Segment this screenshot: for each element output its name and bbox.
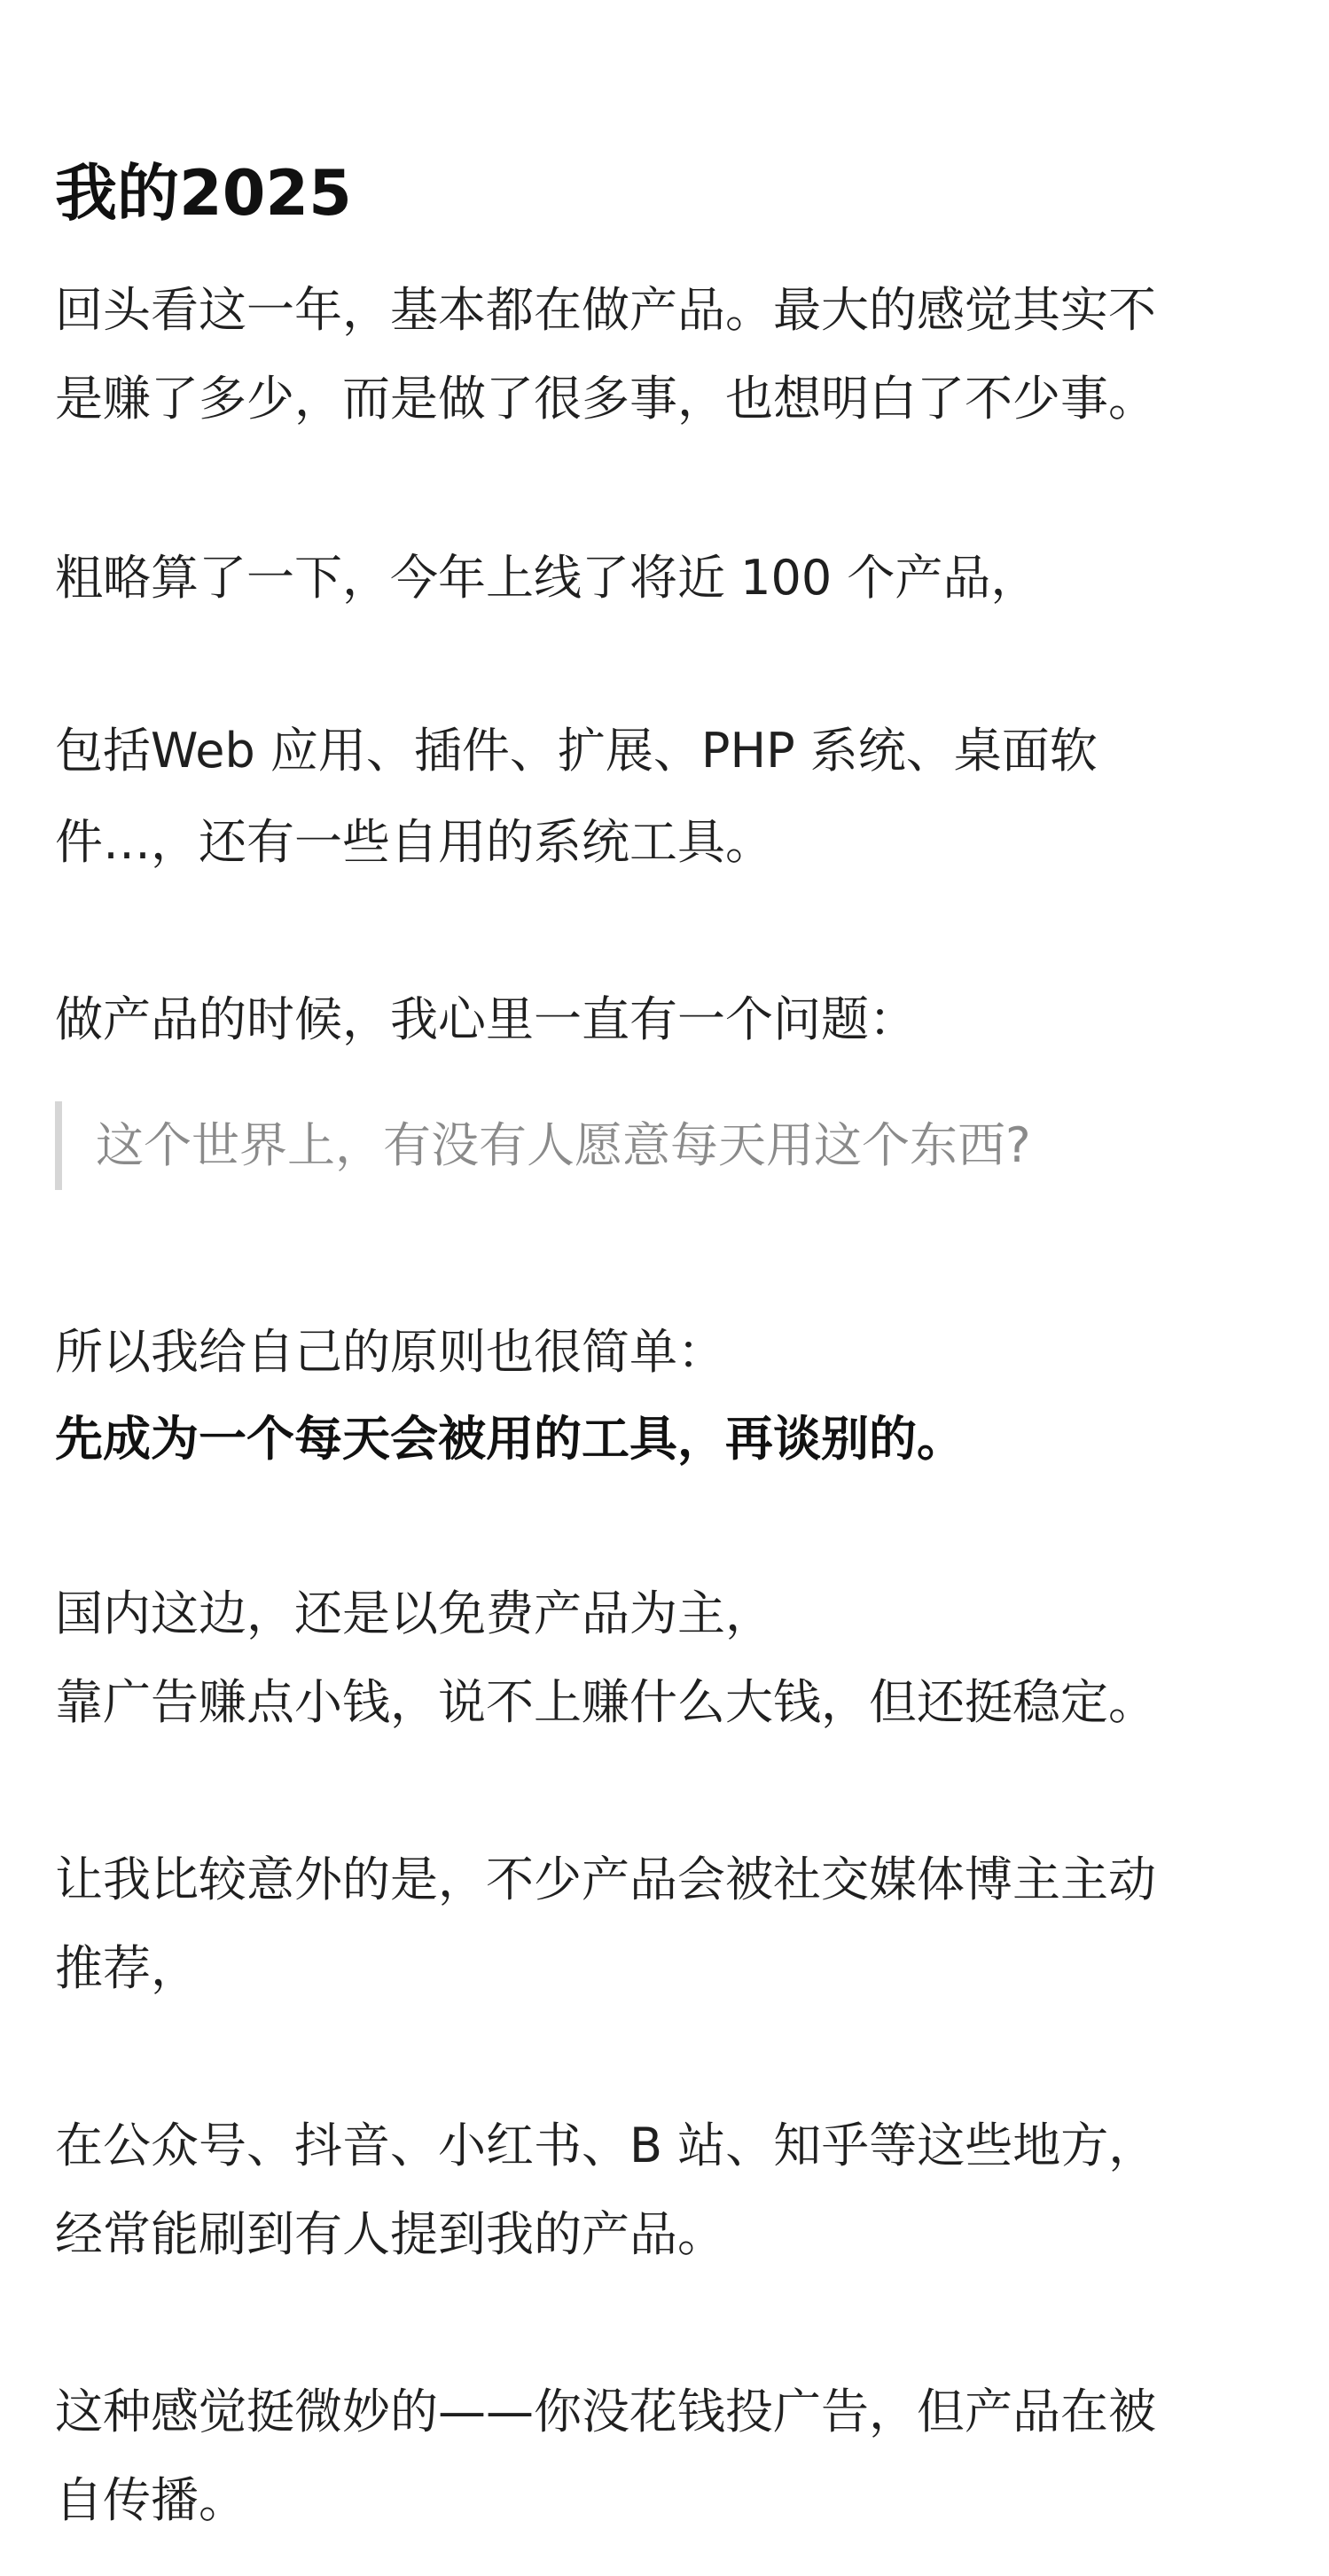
paragraph-9-line-1: 这种感觉挺微妙的——你没花钱投广告，但产品在被 (55, 2384, 1156, 2439)
paragraph-9-line-2: 自传播。 (55, 2472, 246, 2528)
blockquote (55, 1101, 1215, 1190)
paragraph-6-line-2: 靠广告赚点小钱，说不上赚什么大钱，但还挺稳定。 (55, 1674, 1156, 1730)
paragraph-6-line-1: 国内这边，还是以免费产品为主， (55, 1586, 773, 1641)
blockquote-text: 这个世界上，有没有人愿意每天用这个东西? (96, 1117, 1031, 1173)
paragraph-7-line-1: 让我比较意外的是，不少产品会被社交媒体博主主动 (55, 1852, 1156, 1907)
paragraph-1-line-1: 回头看这一年，基本都在做产品。最大的感觉其实不 (55, 282, 1156, 338)
paragraph-8-line-2: 经常能刷到有人提到我的产品。 (55, 2206, 725, 2262)
paragraph-7-line-2: 推荐， (55, 1940, 199, 1996)
paragraph-5-line-1: 所以我给自己的原则也很简单： (55, 1324, 725, 1380)
paragraph-3-line-1: 包括Web 应用、插件、扩展、PHP 系统、桌面软 (55, 723, 1098, 779)
paragraph-2-line-1: 粗略算了一下，今年上线了将近 100 个产品， (55, 550, 1039, 606)
paragraph-4-line-1: 做产品的时候，我心里一直有一个问题： (55, 991, 917, 1047)
paragraph-3-line-2: 件…，还有一些自用的系统工具。 (55, 814, 773, 870)
paragraph-1-line-2: 是赚了多少，而是做了很多事，也想明白了不少事。 (55, 371, 1156, 427)
paragraph-5-emphasis: 先成为一个每天会被用的工具，再谈别的。 (55, 1411, 965, 1467)
article-title: 我的2025 (55, 157, 352, 230)
paragraph-8-line-1: 在公众号、抖音、小红书、B 站、知乎等这些地方， (55, 2118, 1157, 2173)
